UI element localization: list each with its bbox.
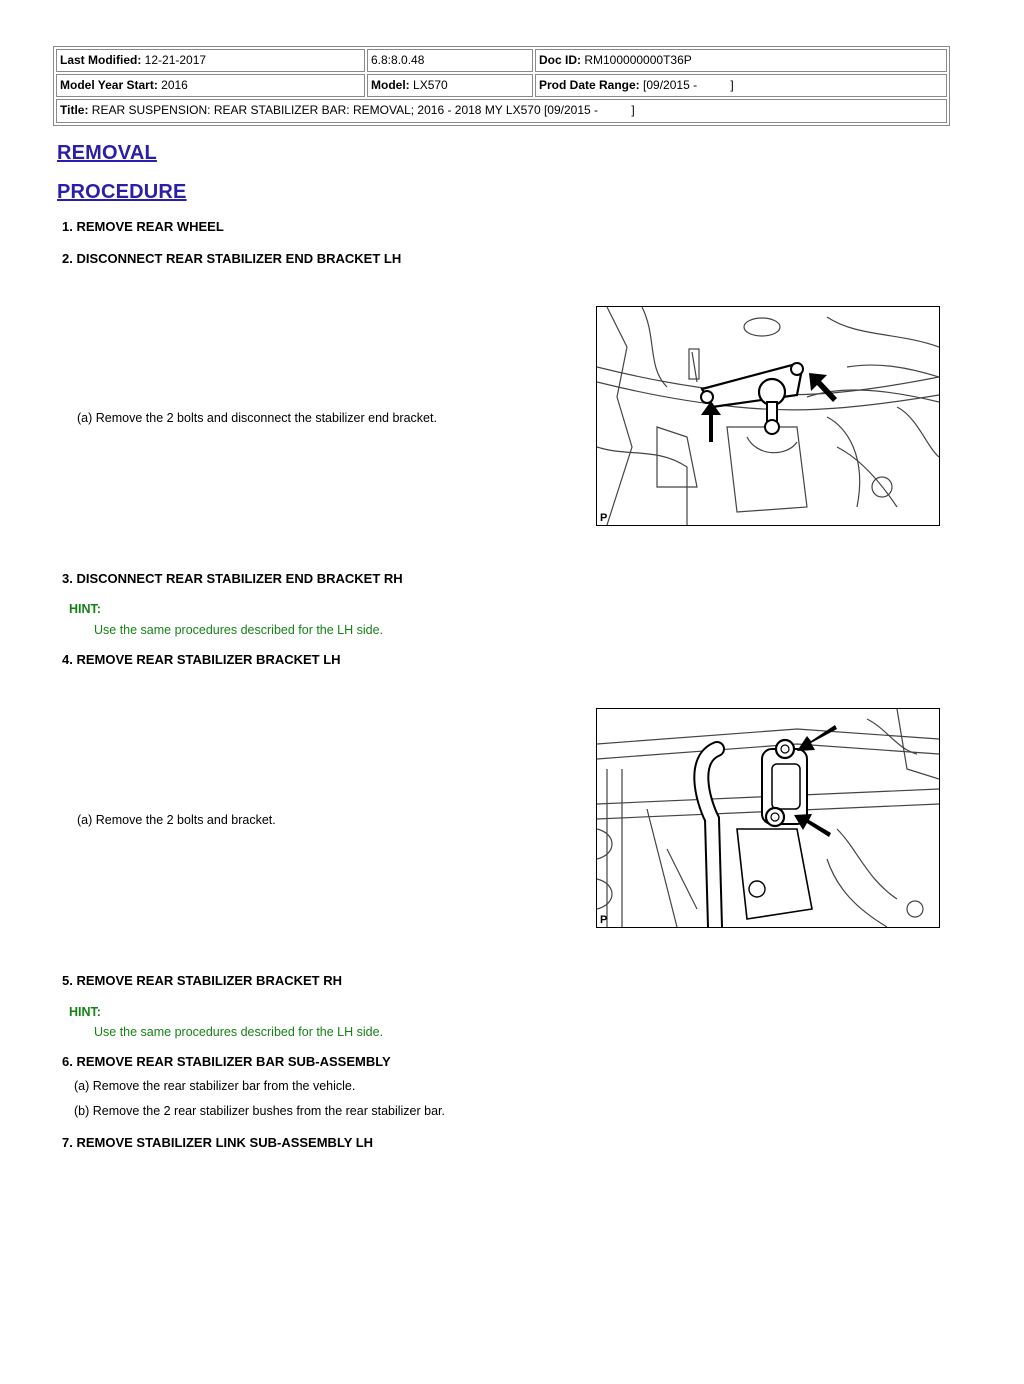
title-cell — [56, 99, 947, 123]
model-year-value: 2016 — [161, 78, 188, 92]
step-3: 3. DISCONNECT REAR STABILIZER END BRACKET RH — [62, 571, 403, 586]
step-4: 4. REMOVE REAR STABILIZER BRACKET LH — [62, 652, 341, 667]
stabilizer-end-bracket-illustration — [596, 306, 940, 526]
title-label: Title: — [60, 103, 89, 117]
end-bracket-drawing — [597, 307, 939, 525]
step-1: 1. REMOVE REAR WHEEL — [62, 219, 224, 234]
doc-header-table — [53, 46, 950, 126]
step-6b: (b) Remove the 2 rear stabilizer bushes from the rear stabilizer bar. — [74, 1104, 445, 1118]
step-6a: (a) Remove the rear stabilizer bar from the vehicle. — [74, 1079, 356, 1093]
model-cell — [367, 74, 533, 97]
step-5-hint-text: Use the same procedures described for the LH side. — [94, 1025, 384, 1039]
doc-id-label: Doc ID: — [539, 53, 581, 67]
version-cell — [367, 49, 533, 72]
model-value: LX570 — [413, 78, 448, 92]
prod-date-label: Prod Date Range: — [539, 78, 640, 92]
last-modified-value: 12-21-2017 — [144, 53, 207, 67]
model-label: Model: — [371, 78, 410, 92]
bracket-drawing — [597, 709, 939, 927]
step-2: 2. DISCONNECT REAR STABILIZER END BRACKET LH — [62, 251, 402, 266]
step-3-hint-label: HINT: — [69, 602, 101, 616]
model-year-cell — [56, 74, 365, 97]
step-5-hint-label: HINT: — [69, 1005, 101, 1019]
prod-date-cell — [535, 74, 947, 97]
title-value: REAR SUSPENSION: REAR STABILIZER BAR: REMOVAL; 2016 - 2018 MY LX570 [09/2015 - ] — [91, 103, 635, 117]
version-value: 6.8:8.0.48 — [371, 53, 425, 67]
last-modified-cell — [56, 49, 365, 72]
procedure-heading[interactable]: PROCEDURE — [57, 181, 187, 203]
last-modified-label: Last Modified: — [60, 53, 142, 67]
prod-date-value: [09/2015 - ] — [643, 78, 734, 92]
figure-1-label: P — [600, 512, 608, 524]
step-5: 5. REMOVE REAR STABILIZER BRACKET RH — [62, 973, 342, 988]
step-7: 7. REMOVE STABILIZER LINK SUB-ASSEMBLY LH — [62, 1135, 374, 1150]
removal-heading[interactable]: REMOVAL — [57, 142, 157, 164]
step-4a: (a) Remove the 2 bolts and bracket. — [77, 813, 276, 827]
doc-id-cell — [535, 49, 947, 72]
step-2a: (a) Remove the 2 bolts and disconnect the stabilizer end bracket. — [77, 411, 437, 425]
doc-id-value: RM100000000T36P — [584, 53, 692, 67]
figure-2-label: P — [600, 914, 608, 926]
stabilizer-bracket-illustration — [596, 708, 940, 928]
model-year-label: Model Year Start: — [60, 78, 158, 92]
step-6: 6. REMOVE REAR STABILIZER BAR SUB-ASSEMBLY — [62, 1054, 391, 1069]
step-3-hint-text: Use the same procedures described for the LH side. — [94, 623, 384, 637]
